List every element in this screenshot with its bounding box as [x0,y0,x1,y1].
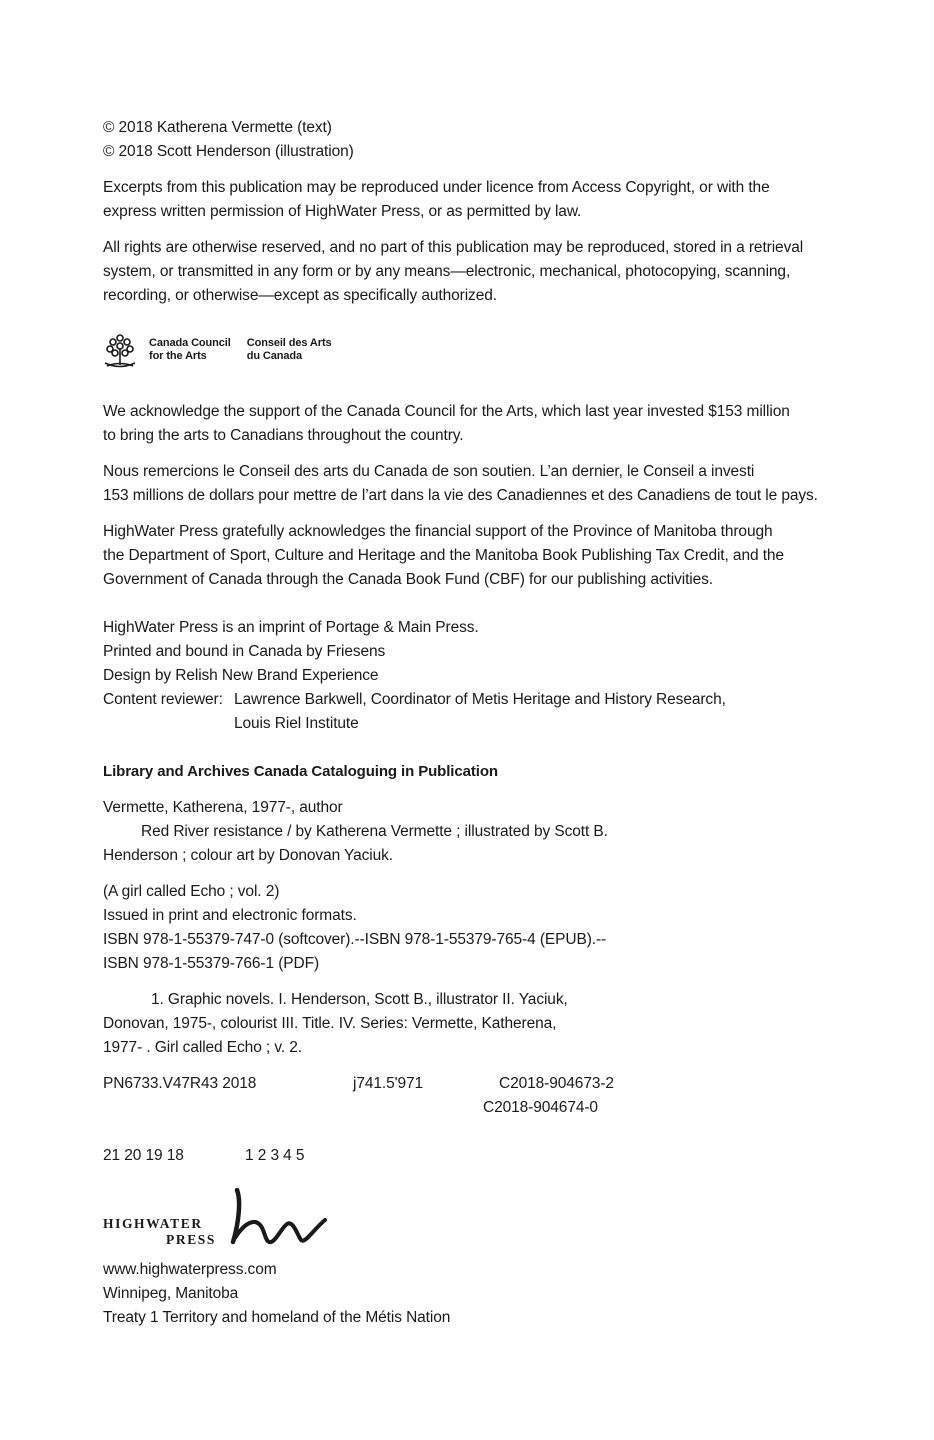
printer-line: Printed and bound in Canada by Friesens [103,643,386,660]
cc-en-line: for the Arts [149,350,207,362]
content-reviewer-institute: Louis Riel Institute [234,715,359,732]
ack-fr-line: Nous remercions le Conseil des arts du Canada de son soutien. L’an dernier, le Conseil a investi [103,463,755,480]
canada-council-french [247,337,332,363]
rights-paragraph [103,236,863,308]
content-reviewer [103,688,863,736]
publisher-footer [103,1258,863,1330]
ack-mb-line: the Department of Sport, Culture and Heritage and the Manitoba Book Publishing Tax Credit, and the [103,547,784,564]
cc-en-line: Canada Council [149,337,231,349]
printing-years: 21 20 19 18 [103,1147,184,1164]
cip-subject-line: Donovan, 1975-, colourist III. Title. IV. Series: Vermette, Katherena, [103,1015,557,1032]
acknowledgement-english [103,400,863,448]
rights-line: recording, or otherwise—except as specifically authorized. [103,287,497,304]
ack-en-line: We acknowledge the support of the Canada Council for the Arts, which last year invested $153 million [103,403,790,420]
ack-fr-line: 153 millions de dollars pour mettre de l’art dans la vie des Canadiennes et des Canadiens de tout le pays. [103,487,818,504]
publisher-url: www.highwaterpress.com [103,1261,277,1278]
highwater-press-logo [103,1188,863,1250]
cip-series-isbn [103,880,863,976]
cip-subject-line: 1977- . Girl called Echo ; v. 2. [103,1039,302,1056]
cip-series-line: (A girl called Echo ; vol. 2) [103,883,280,900]
rights-line: system, or transmitted in any form or by any means—electronic, mechanical, photocopying, scanning, [103,263,791,280]
cip-isbn-line: ISBN 978-1-55379-766-1 (PDF) [103,955,320,972]
ack-en-line: to bring the arts to Canadians throughout the country. [103,427,464,444]
imprint-block [103,616,863,736]
cip-control-number: C2018-904673-2 [499,1075,614,1092]
printing-line [103,1144,863,1168]
imprint-line: HighWater Press is an imprint of Portage & Main Press. [103,619,479,636]
content-reviewer-name: Lawrence Barkwell, Coordinator of Metis Heritage and History Research, [234,691,726,708]
highwater-hw-logo-icon [225,1188,335,1250]
canada-council-english [149,337,231,363]
excerpts-line: express written permission of HighWater Press, or as permitted by law. [103,203,582,220]
cip-author-line: Vermette, Katherena, 1977-, author [103,799,343,816]
design-line: Design by Relish New Brand Experience [103,667,379,684]
cip-dewey-class: j741.5'971 [353,1075,424,1092]
highwater-word: HIGHWATER [103,1216,203,1231]
cip-heading: Library and Archives Canada Cataloguing in Publication [103,763,498,780]
cc-fr-line: Conseil des Arts [246,337,332,349]
canada-council-icon [103,332,137,370]
copyright-notice [103,116,863,164]
cip-author-title [103,796,863,868]
press-word: PRESS [166,1232,217,1247]
acknowledgement-manitoba [103,520,863,592]
excerpts-line: Excerpts from this publication may be reproduced under licence from Access Copyright, or with the [103,179,770,196]
cip-subjects [103,988,863,1060]
printing-numbers: 1 2 3 4 5 [245,1147,305,1164]
acknowledgement-french [103,460,863,508]
cip-title-line: Red River resistance / by Katherena Vermette ; illustrated by Scott B. [141,823,608,840]
excerpts-paragraph [103,176,863,224]
cip-classification-row [103,1072,863,1096]
cip-classification-row-2 [103,1096,863,1120]
copyright-text-line: © 2018 Katherena Vermette (text) [103,119,332,136]
cip-lc-class: PN6733.V47R43 2018 [103,1075,257,1092]
cc-fr-line: du Canada [246,350,303,362]
copyright-illustration-line: © 2018 Scott Henderson (illustration) [103,143,354,160]
canada-council-logo [103,332,863,372]
cip-subject-line: 1. Graphic novels. I. Henderson, Scott B., illustrator II. Yaciuk, [151,991,568,1008]
ack-mb-line: Government of Canada through the Canada Book Fund (CBF) for our publishing activities. [103,571,714,588]
content-reviewer-label: Content reviewer: [103,691,223,708]
cip-formats-line: Issued in print and electronic formats. [103,907,357,924]
publisher-treaty: Treaty 1 Territory and homeland of the Métis Nation [103,1309,451,1326]
cip-title-line: Henderson ; colour art by Donovan Yaciuk. [103,847,393,864]
rights-line: All rights are otherwise reserved, and no part of this publication may be reproduced, stored in a retrieval [103,239,804,256]
publisher-city: Winnipeg, Manitoba [103,1285,239,1302]
cip-control-number: C2018-904674-0 [483,1099,598,1116]
copyright-page [103,116,863,1330]
ack-mb-line: HighWater Press gratefully acknowledges the financial support of the Province of Manitoba through [103,523,773,540]
cip-isbn-line: ISBN 978-1-55379-747-0 (softcover).--ISBN 978-1-55379-765-4 (EPUB).-- [103,931,607,948]
